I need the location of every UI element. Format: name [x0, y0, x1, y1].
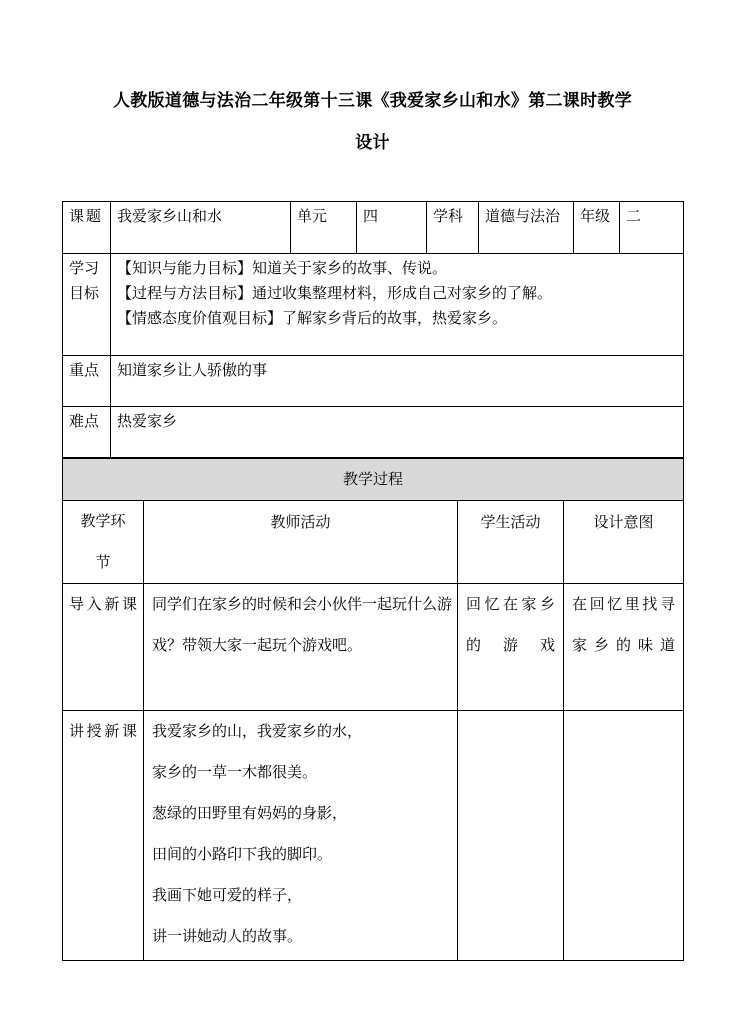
subject-value: 道德与法治: [479, 202, 574, 254]
lesson-value: 我爱家乡山和水: [111, 202, 291, 254]
teaching-process-table: [62, 458, 684, 961]
unit-label: 单元: [291, 202, 357, 254]
objectives-cell: [111, 254, 684, 356]
student-activity-cell: [458, 711, 564, 961]
poem-line: 家乡的一草一木都很美。: [152, 763, 318, 781]
design-intent-cell: 在回忆里找寻家乡的味道: [564, 584, 684, 711]
grade-label: 年级: [574, 202, 620, 254]
column-header-intent: 设计意图: [564, 501, 684, 584]
stage-cell: 讲授新课: [63, 711, 144, 961]
objective-knowledge: 【知识与能力目标】知道关于家乡的故事、传说。: [117, 259, 448, 277]
lesson-label: 课题: [63, 202, 111, 254]
unit-value: 四: [357, 202, 427, 254]
objective-process: 【过程与方法目标】通过收集整理材料，形成自己对家乡的了解。: [117, 284, 553, 302]
poem-line: 田间的小路印下我的脚印。: [152, 845, 333, 863]
poem-line: 我爱家乡的山，我爱家乡的水，: [152, 722, 363, 740]
stage-cell: 导入新课: [63, 584, 144, 711]
document-title: 人教版道德与法治二年级第十三课《我爱家乡山和水》第二课时教学: [113, 91, 632, 111]
key-point-value: 知道家乡让人骄傲的事: [111, 356, 684, 407]
design-intent-cell: [564, 711, 684, 961]
column-header-stage: 教学环节: [63, 501, 144, 584]
student-activity-cell: 回忆在家乡的游戏: [458, 584, 564, 711]
teacher-activity-cell: [144, 711, 458, 961]
table-row: [63, 584, 684, 711]
teacher-activity-cell: 同学们在家乡的时候和会小伙伴一起玩什么游戏？带领大家一起玩个游戏吧。: [144, 584, 458, 711]
poem-line: 讲一讲她动人的故事。: [152, 927, 303, 945]
subject-label: 学科: [427, 202, 479, 254]
difficulty-value: 热爱家乡: [111, 407, 684, 458]
key-point-label: 重点: [63, 356, 111, 407]
document-title-continued: 设计: [355, 133, 390, 153]
teaching-process-heading: 教学过程: [63, 459, 684, 501]
poem-line: 葱绿的田野里有妈妈的身影，: [152, 804, 348, 822]
difficulty-label: 难点: [63, 407, 111, 458]
objectives-label: 学习目标: [63, 254, 111, 356]
lesson-info-table: [62, 201, 684, 458]
table-row: [63, 711, 684, 961]
grade-value: 二: [620, 202, 684, 254]
poem-line: 我画下她可爱的样子，: [152, 886, 303, 904]
column-header-student: 学生活动: [458, 501, 564, 584]
column-header-teacher: 教师活动: [144, 501, 458, 584]
objective-emotion: 【情感态度价值观目标】了解家乡背后的故事，热爱家乡。: [117, 309, 508, 327]
